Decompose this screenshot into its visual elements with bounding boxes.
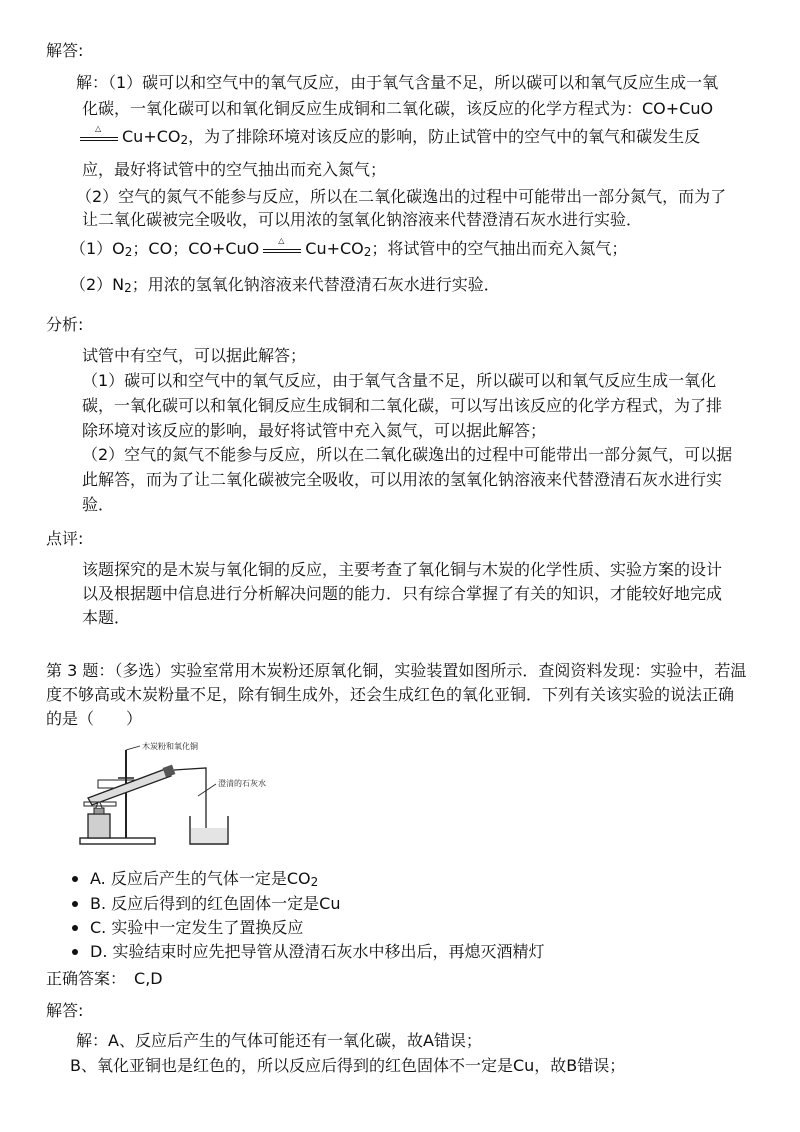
figure-label-limewater: 澄清的石灰水 — [218, 779, 266, 788]
answer-result-2: $(2)N_2$；用浓的氢氧化钠溶液来代替澄清石灰水进行实验． — [70, 275, 500, 295]
answer-heading: 解答: — [46, 41, 84, 60]
reaction-arrow-icon: △ — [263, 242, 301, 258]
analysis-line: 碳，一氧化碳可以和氧化铜反应生成铜和二氧化碳，可以写出该反应的化学方程式，为了排 — [82, 396, 723, 415]
analysis-line: 除环境对该反应的影响，最好将试管中充入氮气，可以据此解答； — [82, 421, 547, 440]
apparatus-figure — [78, 738, 283, 848]
analysis-heading: 分析: — [46, 315, 84, 334]
option-d: D. 实验结束时应先把导管从澄清石灰水中移出后，再熄灭酒精灯 — [72, 940, 545, 964]
answer-line-q3: 解：A、反应后产生的气体可能还有一氧化碳，故A错误； — [76, 1031, 482, 1050]
question-text: 的是（ ） — [46, 709, 143, 728]
option-list — [72, 867, 545, 964]
correct-answer-value: C,D — [134, 969, 163, 988]
answer-line: 化碳，一氧化碳可以和氧化铜反应生成铜和二氧化碳，该反应的化学方程式为：CO+CuO — [82, 99, 714, 118]
option-b: B. 反应后得到的红色固体一定是Cu — [72, 892, 545, 916]
answer-line: （2）空气的氮气不能参与反应，所以在二氧化碳逸出的过程中可能带出一部分氮气，而为了 — [76, 187, 727, 206]
question-text: 第 3 题：（多选）实验室常用木炭粉还原氧化铜，实验装置如图所示．查阅资料发现：实验中，若温 — [46, 661, 747, 680]
comment-line: 本题． — [82, 608, 131, 627]
comment-heading: 点评: — [46, 529, 84, 548]
comment-line: 该题探究的是木炭与氧化铜的反应，主要考查了氧化铜与木炭的化学性质、实验方案的设计 — [82, 560, 723, 579]
question-text: 度不够高或木炭粉量不足，除有铜生成外，还会生成红色的氧化亚铜．下列有关该实验的说法正确 — [46, 685, 735, 704]
analysis-line: 试管中有空气，可以据此解答； — [82, 346, 307, 365]
option-a: A. 反应后产生的气体一定是$CO_2$ — [72, 867, 545, 892]
comment-line: 以及根据题中信息进行分析解决问题的能力．只有综合掌握了有关的知识，才能较好地完成 — [82, 584, 723, 603]
analysis-line: 验． — [82, 495, 115, 514]
answer-heading-q3: 解答: — [46, 1001, 84, 1020]
answer-line: 让二氧化碳被完全吸收，可以用浓的氢氧化钠溶液来代替澄清石灰水进行实验． — [82, 210, 643, 229]
answer-line-q3: B、氧化亚铜也是红色的，所以反应后得到的红色固体不一定是Cu，故B错误； — [70, 1056, 626, 1075]
analysis-line: 此解答，而为了让二氧化碳被完全吸收，可以用浓的氢氧化钠溶液来代替澄清石灰水进行实 — [82, 470, 723, 489]
analysis-line: （1）碳可以和空气中的氧气反应，由于氧气含量不足，所以碳可以和氧气反应生成一氧化 — [82, 371, 717, 390]
correct-answer: 正确答案： C,D — [46, 969, 163, 988]
figure-label-reactants: 木炭粉和氧化铜 — [142, 742, 198, 751]
option-c: C. 实验中一定发生了置换反应 — [72, 916, 545, 940]
answer-result-1: $(1)O_2$；CO；CO+CuO △ $Cu+CO_2$；将试管中的空气抽出而充入氮气； — [70, 235, 628, 259]
reaction-arrow-icon: △ — [80, 130, 118, 146]
analysis-line: （2）空气的氮气不能参与反应，所以在二氧化碳逸出的过程中可能带出一部分氮气，可以据 — [82, 445, 733, 464]
answer-line: 应，最好将试管中的空气抽出而充入氮气； — [82, 160, 387, 179]
answer-line: 解：（1）碳可以和空气中的氧气反应，由于氧气含量不足，所以碳可以和氧气反应生成一氧 — [76, 73, 719, 92]
equation-line: △ $Cu+CO_2$，为了排除环境对该反应的影响，防止试管中的空气中的氧气和碳发生反 — [76, 126, 700, 149]
